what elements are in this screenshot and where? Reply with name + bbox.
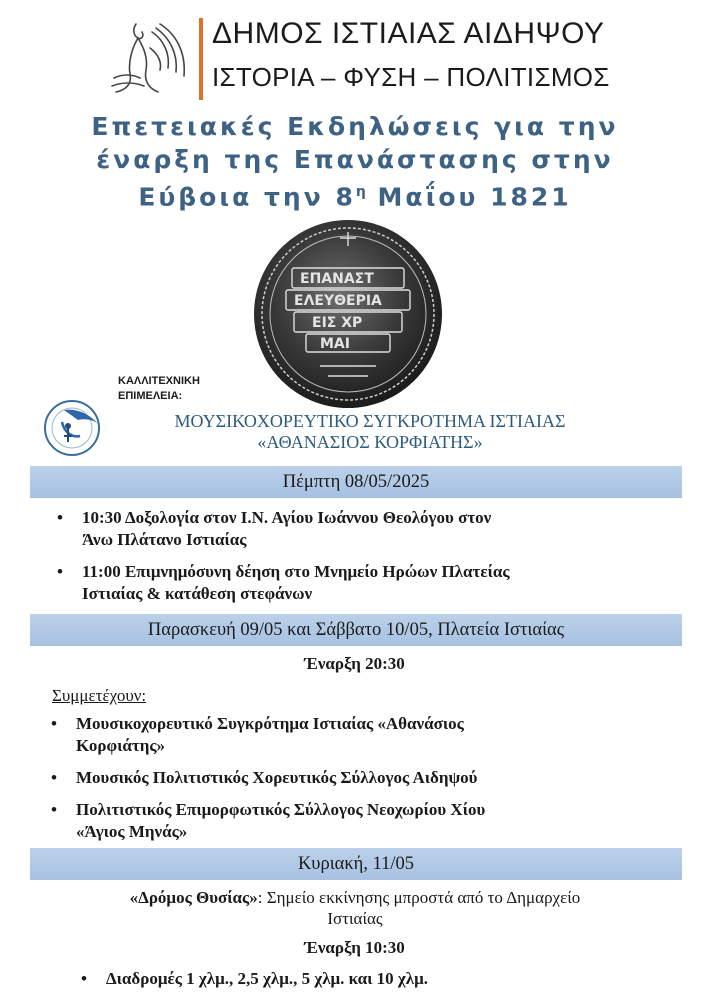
artistic-direction-label-line-1: ΚΑΛΛΙΤΕΧΝΙΚΗ — [118, 375, 200, 387]
list-item-line-2: «Άγιος Μηνάς» — [76, 822, 188, 841]
list-item — [26, 767, 686, 789]
page-title — [40, 110, 670, 213]
bullet-glyph: • — [51, 768, 57, 787]
revolution-seal-coin-icon — [250, 216, 446, 412]
day3-heading: Κυριακή, 11/05 — [30, 848, 682, 880]
day1-list — [32, 507, 682, 605]
list-item — [26, 799, 686, 843]
list-item-line-1: 11:00 Επιμνημόσυνη δέηση στο Μνημείο Ηρώων Πλατείας — [82, 562, 510, 581]
title-line-3 — [40, 176, 670, 213]
header — [0, 0, 709, 110]
day2-heading: Παρασκευή 09/05 και Σάββατο 10/05, Πλατεία Ιστιαίας — [30, 614, 682, 646]
list-item-line-1: Διαδρομές 1 χλμ., 2,5 χλμ., 5 χλμ. και 10 χλμ. — [106, 969, 428, 988]
svg-text:ΕΛΕΥΘΕΡΙΑ: ΕΛΕΥΘΕΡΙΑ — [294, 293, 382, 309]
artistic-direction-label-line-2: ΕΠΙΜΕΛΕΙΑ: — [118, 390, 183, 402]
participants-list — [26, 713, 686, 843]
bullet-glyph: • — [57, 562, 63, 581]
bullet-glyph: • — [57, 508, 63, 527]
title-line-1: Επετειακές Εκδηλώσεις για την — [91, 112, 619, 141]
svg-text:ΜΑΙ: ΜΑΙ — [320, 336, 350, 352]
list-item-line-1: Μουσικός Πολιτιστικός Χορευτικός Σύλλογος Αιδηψού — [76, 768, 478, 787]
race-desc-text: : Σημείο εκκίνησης μπροστά από το Δημαρχείο — [257, 888, 581, 907]
race-description-line-1 — [40, 887, 670, 908]
list-item-line-2: Κορφιάτης» — [76, 736, 166, 755]
day1-heading: Πέμπτη 08/05/2025 — [30, 466, 682, 498]
day3-start-time: Έναρξη 10:30 — [304, 938, 405, 957]
list-item-line-2: Άνω Πλάτανο Ιστιαίας — [82, 530, 247, 549]
list-item-line-1: Πολιτιστικός Επιμορφωτικός Σύλλογος Νεοχωρίου Χίου — [76, 800, 486, 819]
list-item — [32, 507, 682, 551]
header-accent-bar — [199, 18, 203, 100]
artistic-group-line-1: ΜΟΥΣΙΚΟΧΟΡΕΥΤΙΚΟ ΣΥΓΚΡΟΤΗΜΑ ΙΣΤΙΑΙΑΣ — [174, 411, 566, 431]
list-item-line-2: Ιστιαίας & κατάθεση στεφάνων — [82, 584, 313, 603]
list-item-line-1: 10:30 Δοξολογία στον Ι.Ν. Αγίου Ιωάννου Θεολόγου στον — [82, 508, 492, 527]
artistic-direction-label — [118, 374, 228, 404]
title-line-2: έναρξη της Επανάστασης στην — [96, 145, 614, 174]
bullet-glyph: • — [51, 714, 57, 733]
race-description — [40, 887, 670, 929]
artistic-group-line-2: «ΑΘΑΝΑΣΙΟΣ ΚΟΡΦΙΑΤΗΣ» — [257, 432, 483, 452]
list-item — [56, 968, 686, 990]
svg-text:ΕΙΣ ΧΡ: ΕΙΣ ΧΡ — [312, 315, 363, 331]
race-description-line-2: Ιστιαίας — [327, 909, 383, 928]
routes-list — [56, 968, 686, 990]
bullet-glyph: • — [81, 969, 87, 988]
list-item — [26, 713, 686, 757]
svg-text:ΕΠΑΝΑΣΤ: ΕΠΑΝΑΣΤ — [300, 271, 374, 287]
municipality-logo-icon — [108, 18, 190, 98]
race-name: «Δρόμος Θυσίας» — [129, 888, 258, 907]
list-item — [32, 561, 682, 605]
title-line-3-main: Εύβοια την 8 — [138, 182, 356, 212]
participants-label: Συμμετέχουν: — [52, 686, 147, 705]
title-superscript: η — [355, 184, 366, 200]
municipality-motto: ΙΣΤΟΡΙΑ – ΦΥΣΗ – ΠΟΛΙΤΙΣΜΟΣ — [212, 62, 610, 92]
bullet-glyph: • — [51, 800, 57, 819]
day2-start-time: Έναρξη 20:30 — [304, 654, 405, 673]
artistic-group-name — [100, 411, 640, 453]
list-item-line-1: Μουσικοχορευτικό Συγκρότημα Ιστιαίας «Αθανάσιος — [76, 714, 464, 733]
municipality-name: ΔΗΜΟΣ ΙΣΤΙΑΙΑΣ ΑΙΔΗΨΟΥ — [212, 17, 605, 50]
title-line-3-end: Μαΐου 1821 — [365, 182, 572, 212]
